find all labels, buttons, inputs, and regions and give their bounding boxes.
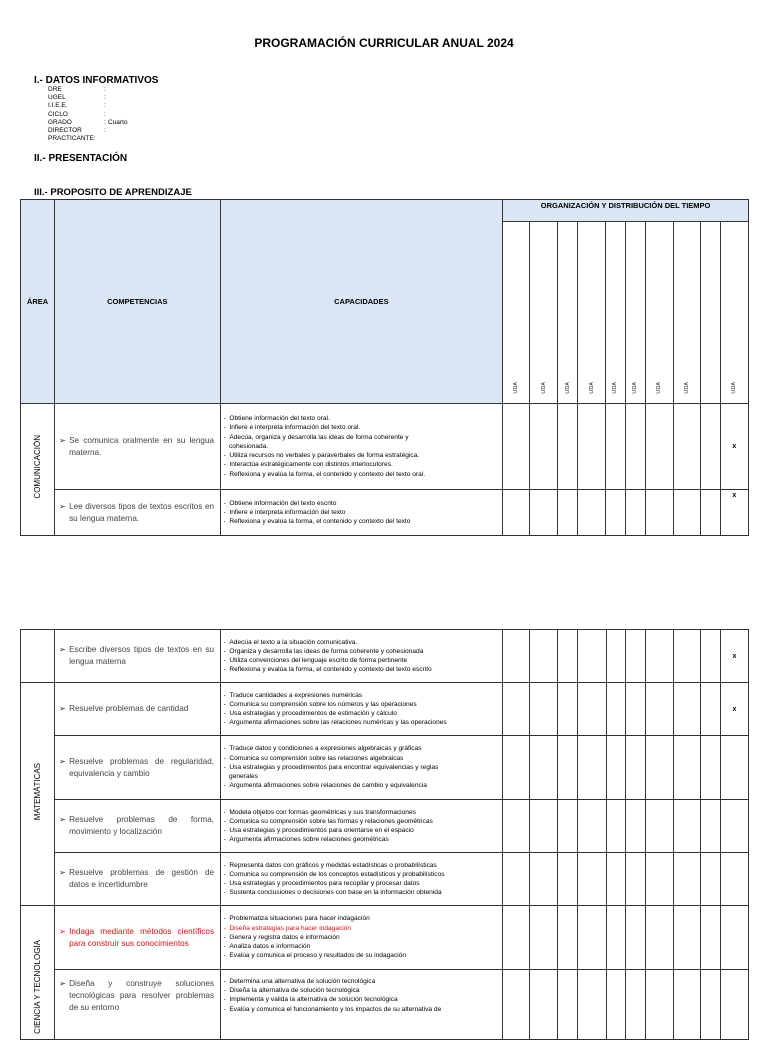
uda-header (700, 222, 720, 404)
uda-header: UDA (558, 222, 578, 404)
capacidad-item: - Adecúa el texto a la situación comunicativa. (223, 638, 358, 646)
table-row (21, 970, 749, 1040)
competencia-cell: ➢ Resuelve problemas de forma, movimiento y localización (55, 800, 220, 853)
capacidad-item: - Interactúa estratégicamente con distintos interlocutores. (223, 461, 393, 469)
table-row (21, 853, 749, 906)
mark-cell: x (720, 683, 748, 736)
table-row (21, 404, 749, 490)
section-proposito: III.- PROPOSITO DE APRENDIZAJE (34, 187, 192, 198)
info-block (48, 86, 128, 143)
capacidades-cell (220, 970, 503, 1040)
info-label: DIRECTOR (48, 127, 82, 135)
uda-header: UDA (720, 222, 748, 404)
capacidad-item: - Sustenta conclusiones o decisiones con base en la información obtenida (223, 889, 442, 897)
info-sep: : (104, 118, 106, 126)
info-label: DRE (48, 86, 62, 93)
header-area: ÁREA (21, 200, 55, 404)
capacidad-item: - Diseña la alternativa de solución tecnológica (223, 987, 360, 995)
competencia-cell: ➢ Indaga mediante métodos científicos para construir sus conocimientos (55, 906, 220, 970)
table-row (21, 906, 749, 970)
competencia-cell: ➢ Resuelve problemas de gestión de datos e incertidumbre (55, 853, 220, 906)
capacidad-item: - Traduce datos y condiciones a expresiones algebraicas y gráficas (223, 745, 422, 753)
capacidad-item: - Argumenta afirmaciones sobre relaciones geométricas (223, 836, 389, 844)
capacidad-item: - Comunica su comprensión sobre los números y las operaciones (223, 700, 417, 708)
info-label: I.I.E.E. (48, 102, 68, 110)
capacidad-item: - Determina una alternativa de solución tecnológica (223, 978, 376, 985)
curriculum-table-1 (20, 199, 749, 536)
uda-header: UDA (673, 222, 700, 404)
capacidades-cell (220, 683, 503, 736)
capacidad-item: - Obtiene información del texto escrito (223, 499, 337, 507)
competencia-cell: ➢ Se comunica oralmente en su lengua materna. (55, 404, 220, 490)
info-row (48, 127, 128, 135)
capacidad-item: - Implementa y valida la alternativa de solución tecnológica (223, 996, 398, 1004)
info-sep: : (104, 110, 106, 118)
mark-cell (720, 736, 748, 800)
area-matematicas: MATEMÁTICAS (21, 683, 55, 906)
capacidad-item: - Evalúa y comunica el proceso y resultados de su indagación (223, 952, 407, 960)
table-row (21, 800, 749, 853)
capacidad-item: - Genera y registra datos e información (223, 933, 340, 941)
curriculum-table-2 (20, 629, 749, 1040)
info-row (48, 102, 128, 110)
info-row (48, 94, 128, 102)
capacidad-item: - Traduce cantidades a expresiones numéricas (223, 691, 363, 699)
info-value: Cuarto (108, 118, 128, 126)
mark-cell (720, 970, 748, 1040)
capacidad-item: - Problematiza situaciones para hacer indagación (223, 915, 370, 923)
info-sep: : (104, 86, 106, 93)
capacidad-item: - Utiliza recursos no verbales y paraverbales de forma estratégica. (223, 452, 420, 460)
capacidad-item: - Comunica su comprensión sobre las formas y relaciones geométricas (223, 817, 433, 825)
mark-cell: x (720, 630, 748, 683)
capacidad-item: - Usa estrategias y procedimientos para orientarse en el espacio (223, 827, 414, 834)
capacidad-item: - Analiza datos e información (223, 943, 311, 951)
capacidad-item: - Usa estrategias y procedimientos de estimación y cálculo (223, 710, 397, 717)
capacidades-cell (220, 404, 503, 490)
table-row (21, 683, 749, 736)
info-label: GRADO (48, 118, 72, 126)
mark-cell (720, 853, 748, 906)
info-sep: : (104, 94, 106, 102)
capacidad-item: - Usa estrategias y procedimientos para encontrar equivalencias y reglas (223, 763, 439, 771)
info-sep: : (104, 127, 106, 135)
competencia-cell: ➢ Lee diversos tipos de textos escritos en su lengua materna. (55, 490, 220, 536)
capacidad-item: generales (223, 773, 258, 781)
capacidades-cell (220, 800, 503, 853)
mark-cell (720, 800, 748, 853)
table-row (21, 490, 749, 536)
capacidad-item: - Comunica su comprensión de los conceptos estadísticos y probabilísticos (223, 870, 445, 878)
capacidad-item: - Infiere e interpreta información del texto oral. (223, 424, 361, 432)
capacidad-item: - Reflexiona y evalúa la forma, el contenido y contexto del texto escrito (223, 666, 432, 674)
uda-header: UDA (530, 222, 558, 404)
info-label: PRACTICANTE: (48, 135, 96, 143)
header-competencias: COMPETENCIAS (55, 200, 220, 404)
mark-cell: x (720, 404, 748, 490)
capacidad-item: - Argumenta afirmaciones sobre las relaciones numéricas y las operaciones (223, 719, 447, 727)
capacidades-cell (220, 630, 503, 683)
capacidad-item: - Usa estrategias y procedimientos para recopilar y procesar datos (223, 880, 420, 887)
uda-header: UDA (606, 222, 625, 404)
section-presentacion: II.- PRESENTACIÓN (34, 153, 128, 164)
uda-header: UDA (578, 222, 606, 404)
capacidad-item: - Utiliza convenciones del lenguaje escrito de forma pertinente (223, 657, 408, 664)
capacidades-cell (220, 853, 503, 906)
uda-header: UDA (503, 222, 530, 404)
capacidades-cell (220, 906, 503, 970)
capacidad-item: - Reflexiona y evalúa la forma, el contenido y contexto del texto oral. (223, 470, 426, 478)
uda-header: UDA (625, 222, 645, 404)
info-sep: : (104, 102, 106, 110)
capacidades-cell (220, 736, 503, 800)
capacidad-item: - Reflexiona y evalúa la forma, el contenido y contexto del texto (223, 518, 411, 526)
info-row (48, 86, 128, 94)
header-tiempo: ORGANIZACIÓN Y DISTRIBUCIÓN DEL TIEMPO (503, 200, 749, 222)
competencia-cell: ➢ Resuelve problemas de regularidad, equivalencia y cambio (55, 736, 220, 800)
capacidad-item: - Argumenta afirmaciones sobre relaciones de cambio y equivalencia (223, 782, 427, 790)
capacidad-item: - Obtiene información del texto oral. (223, 415, 330, 423)
mark-cell (720, 906, 748, 970)
mark-cell: x (720, 490, 748, 536)
capacidad-item: - Organiza y desarrolla las ideas de forma coherente y cohesionada (223, 647, 424, 655)
capacidad-item: - Infiere e interpreta información del texto (223, 508, 346, 516)
info-label: UGEL (48, 94, 66, 102)
competencia-cell: ➢ Diseña y construye soluciones tecnológicas para resolver problemas de su entorno (55, 970, 220, 1040)
info-label: CICLO (48, 110, 68, 118)
capacidad-item: - Modela objetos con formas geométricas y sus transformaciones (223, 808, 416, 816)
competencia-cell: ➢ Escribe diversos tipos de textos en su lengua materna (55, 630, 220, 683)
competencia-cell: ➢ Resuelve problemas de cantidad (55, 683, 220, 736)
section-datos-informativos: I.- DATOS INFORMATIVOS (34, 75, 159, 86)
capacidad-item: cohesionada. (223, 442, 269, 450)
capacidad-item: - Evalúa y comunica el funcionamiento y los impactos de su alternativa de (223, 1005, 442, 1013)
info-row (48, 135, 128, 143)
header-capacidades: CAPACIDADES (220, 200, 503, 404)
capacidad-item: - Comunica su comprensión sobre las relaciones algebraicas (223, 754, 404, 762)
info-sep (104, 135, 108, 143)
area-ciencia: CIENCIA Y TECNOLOGÍA (21, 906, 55, 1040)
capacidad-item: - Diseña estrategias para hacer indagación (223, 924, 352, 932)
table-row (21, 736, 749, 800)
table-row (21, 630, 749, 683)
document-title: PROGRAMACIÓN CURRICULAR ANUAL 2024 (254, 36, 514, 50)
info-row (48, 111, 128, 119)
capacidades-cell (220, 490, 503, 536)
area-comunicacion: COMUNICACIÓN (21, 404, 55, 536)
capacidad-item: - Adecúa, organiza y desarrolla las ideas de forma coherente y (223, 433, 409, 441)
info-row (48, 119, 128, 127)
uda-header: UDA (645, 222, 673, 404)
capacidad-item: - Representa datos con gráficos y medidas estadísticas o probabilísticas (223, 861, 437, 869)
